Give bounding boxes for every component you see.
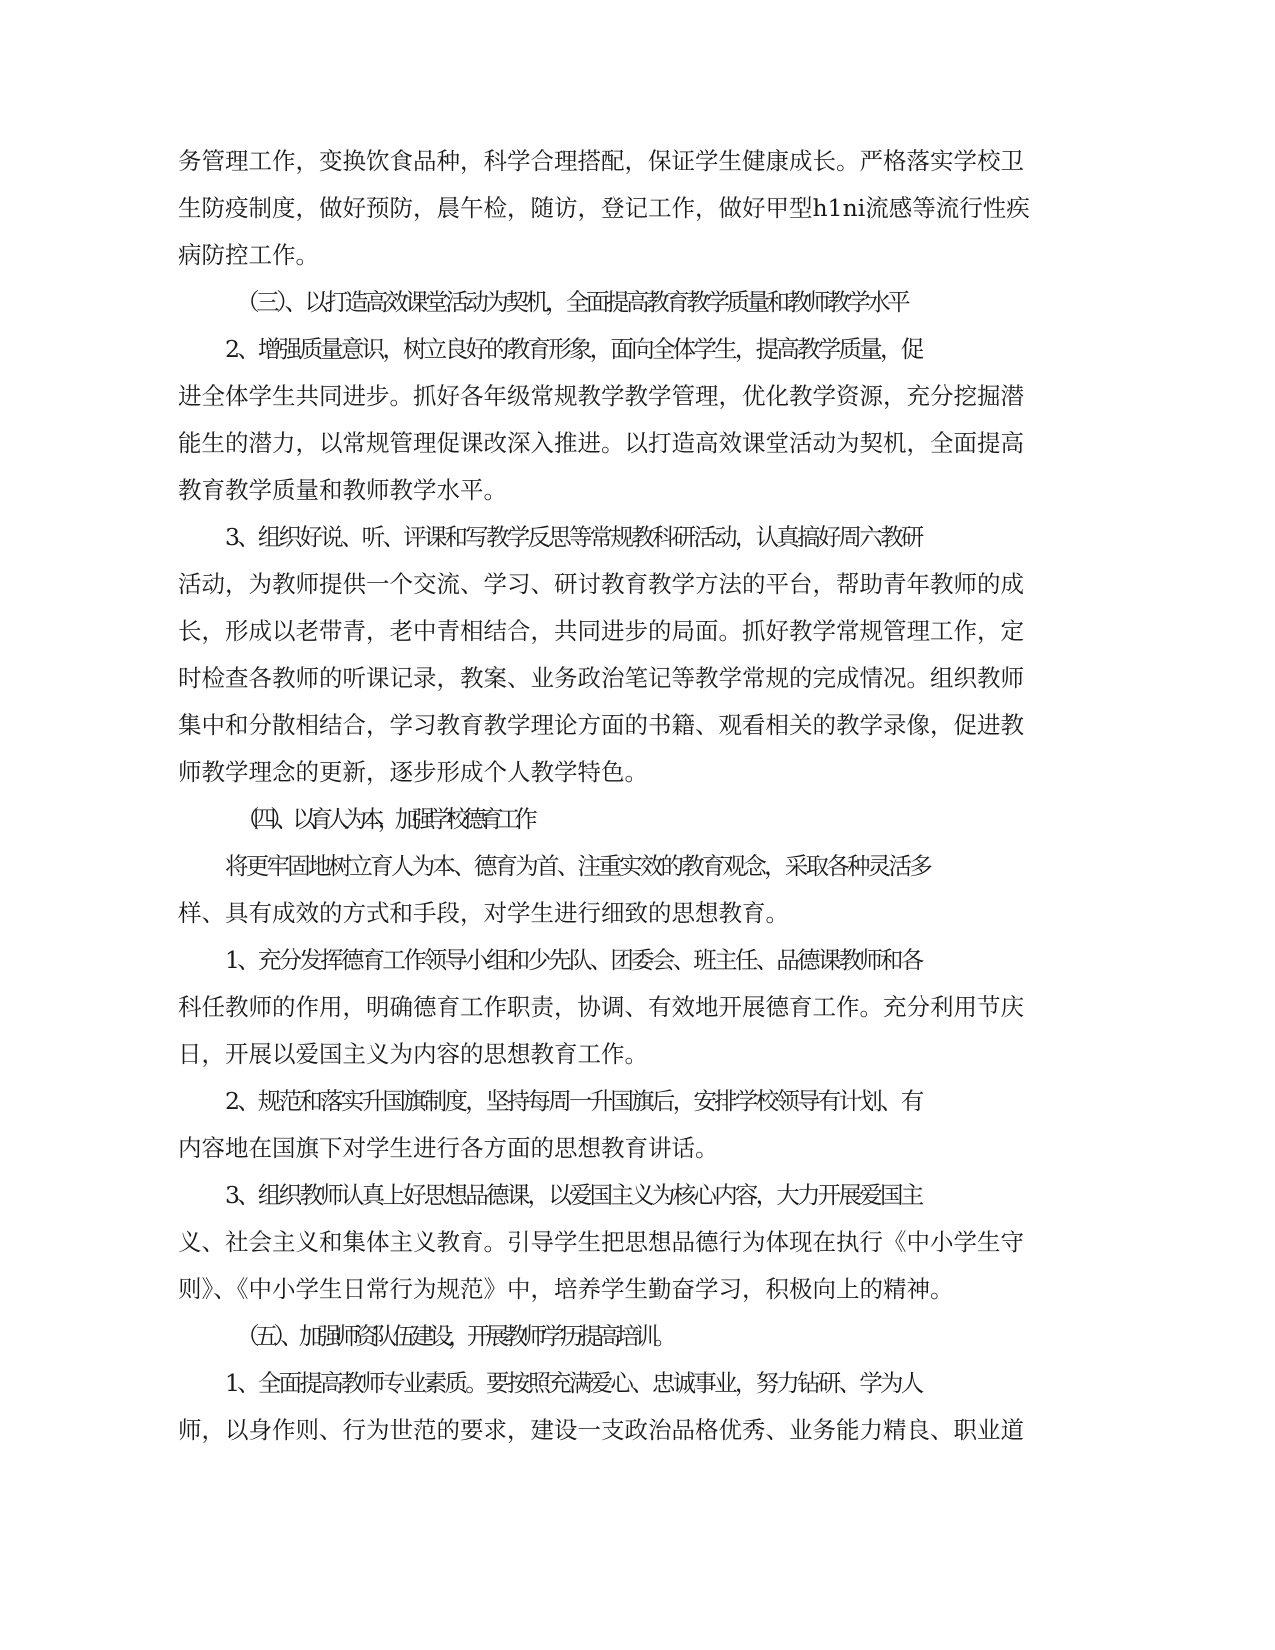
text-line bbox=[178, 843, 1038, 890]
text-line-content: （四）、以育人为本，加强学校德育工作 bbox=[236, 805, 532, 833]
text-line-content: 内容地在国旗下对学生进行各方面的思想教育讲话。 bbox=[178, 1134, 719, 1162]
text-line-content: （五）、加强师资队伍建设，开展教师学历提高培训。 bbox=[236, 1322, 673, 1350]
text-line bbox=[178, 1031, 1038, 1078]
text-line-content: 长，形成以老带青，老中青相结合，共同进步的局面。抓好教学常规管理工作，定 bbox=[178, 617, 1024, 645]
document-body bbox=[178, 138, 1038, 1454]
text-line bbox=[178, 1172, 1038, 1219]
text-line bbox=[178, 279, 1038, 326]
text-line bbox=[178, 514, 1038, 561]
text-line-content: 1、充分发挥德育工作领导小组和少先队、团委会、班主任、品德课教师和各 bbox=[225, 946, 922, 974]
text-line-content: 病防控工作。 bbox=[178, 241, 319, 269]
text-line bbox=[178, 608, 1038, 655]
text-line bbox=[178, 796, 1038, 843]
text-line bbox=[178, 1360, 1038, 1407]
text-line bbox=[178, 655, 1038, 702]
text-line-content: 样、具有成效的方式和手段，对学生进行细致的思想教育。 bbox=[178, 899, 789, 927]
text-line-content: 生防疫制度，做好预防，晨午检，随访，登记工作，做好甲型h1ni流感等流行性疾 bbox=[178, 194, 1030, 222]
text-line bbox=[178, 326, 1038, 373]
text-line-content: 活动，为教师提供一个交流、学习、研讨教育教学方法的平台，帮助青年教师的成 bbox=[178, 570, 1024, 598]
text-line bbox=[178, 1125, 1038, 1172]
text-line bbox=[178, 890, 1038, 937]
text-line bbox=[178, 1219, 1038, 1266]
text-line-content: 日，开展以爱国主义为内容的思想教育工作。 bbox=[178, 1040, 648, 1068]
text-line bbox=[178, 420, 1038, 467]
text-line-content: 1、全面提高教师专业素质。要按照充满爱心、忠诚事业，努力钻研、学为人 bbox=[225, 1369, 922, 1397]
text-line bbox=[178, 1266, 1038, 1313]
text-line-content: 3、组织教师认真上好思想品德课，以爱国主义为核心内容，大力开展爱国主 bbox=[225, 1181, 922, 1209]
text-line-content: 时检查各教师的听课记录，教案、业务政治笔记等教学常规的完成情况。组织教师 bbox=[178, 664, 1024, 692]
text-line-content: 师教学理念的更新，逐步形成个人教学特色。 bbox=[178, 758, 648, 786]
text-line-content: 务管理工作，变换饮食品种，科学合理搭配，保证学生健康成长。严格落实学校卫 bbox=[178, 147, 1024, 175]
text-line bbox=[178, 749, 1038, 796]
text-line bbox=[178, 1313, 1038, 1360]
text-line bbox=[178, 561, 1038, 608]
text-line bbox=[178, 373, 1038, 420]
text-line bbox=[178, 467, 1038, 514]
text-line-content: 2、规范和落实升国旗制度，坚持每周一升国旗后，安排学校领导有计划、有 bbox=[225, 1087, 922, 1115]
text-line-content: （三）、以打造高效课堂活动为契机，全面提高教育教学质量和教师教学水平 bbox=[236, 288, 908, 316]
text-line-content: 集中和分散相结合，学习教育教学理论方面的书籍、观看相关的教学录像，促进教 bbox=[178, 711, 1024, 739]
text-line bbox=[178, 702, 1038, 749]
text-line-content: 将更牢固地树立育人为本、德育为首、注重实效的教育观念，采取各种灵活多 bbox=[225, 852, 930, 880]
text-line-content: 则》、《中小学生日常行为规范》中，培养学生勤奋学习，积极向上的精神。 bbox=[178, 1275, 954, 1303]
text-line bbox=[178, 1407, 1038, 1454]
text-line-content: 师，以身作则、行为世范的要求，建设一支政治品格优秀、业务能力精良、职业道 bbox=[178, 1416, 1024, 1444]
text-line-content: 2、增强质量意识，树立良好的教育形象，面向全体学生，提高教学质量，促 bbox=[225, 335, 922, 363]
text-line bbox=[178, 232, 1038, 279]
text-line bbox=[178, 1078, 1038, 1125]
text-line-content: 科任教师的作用，明确德育工作职责，协调、有效地开展德育工作。充分利用节庆 bbox=[178, 993, 1024, 1021]
text-line-content: 义、社会主义和集体主义教育。引导学生把思想品德行为体现在执行《中小学生守 bbox=[178, 1228, 1024, 1256]
text-line-content: 3、组织好说、听、评课和写教学反思等常规教科研活动，认真搞好周六教研 bbox=[225, 523, 922, 551]
text-line-content: 教育教学质量和教师教学水平。 bbox=[178, 476, 507, 504]
text-line-content: 进全体学生共同进步。抓好各年级常规教学教学管理，优化教学资源，充分挖掘潜 bbox=[178, 382, 1024, 410]
text-line bbox=[178, 937, 1038, 984]
text-line bbox=[178, 185, 1038, 232]
text-line-content: 能生的潜力，以常规管理促课改深入推进。以打造高效课堂活动为契机，全面提高 bbox=[178, 429, 1024, 457]
text-line bbox=[178, 138, 1038, 185]
text-line bbox=[178, 984, 1038, 1031]
